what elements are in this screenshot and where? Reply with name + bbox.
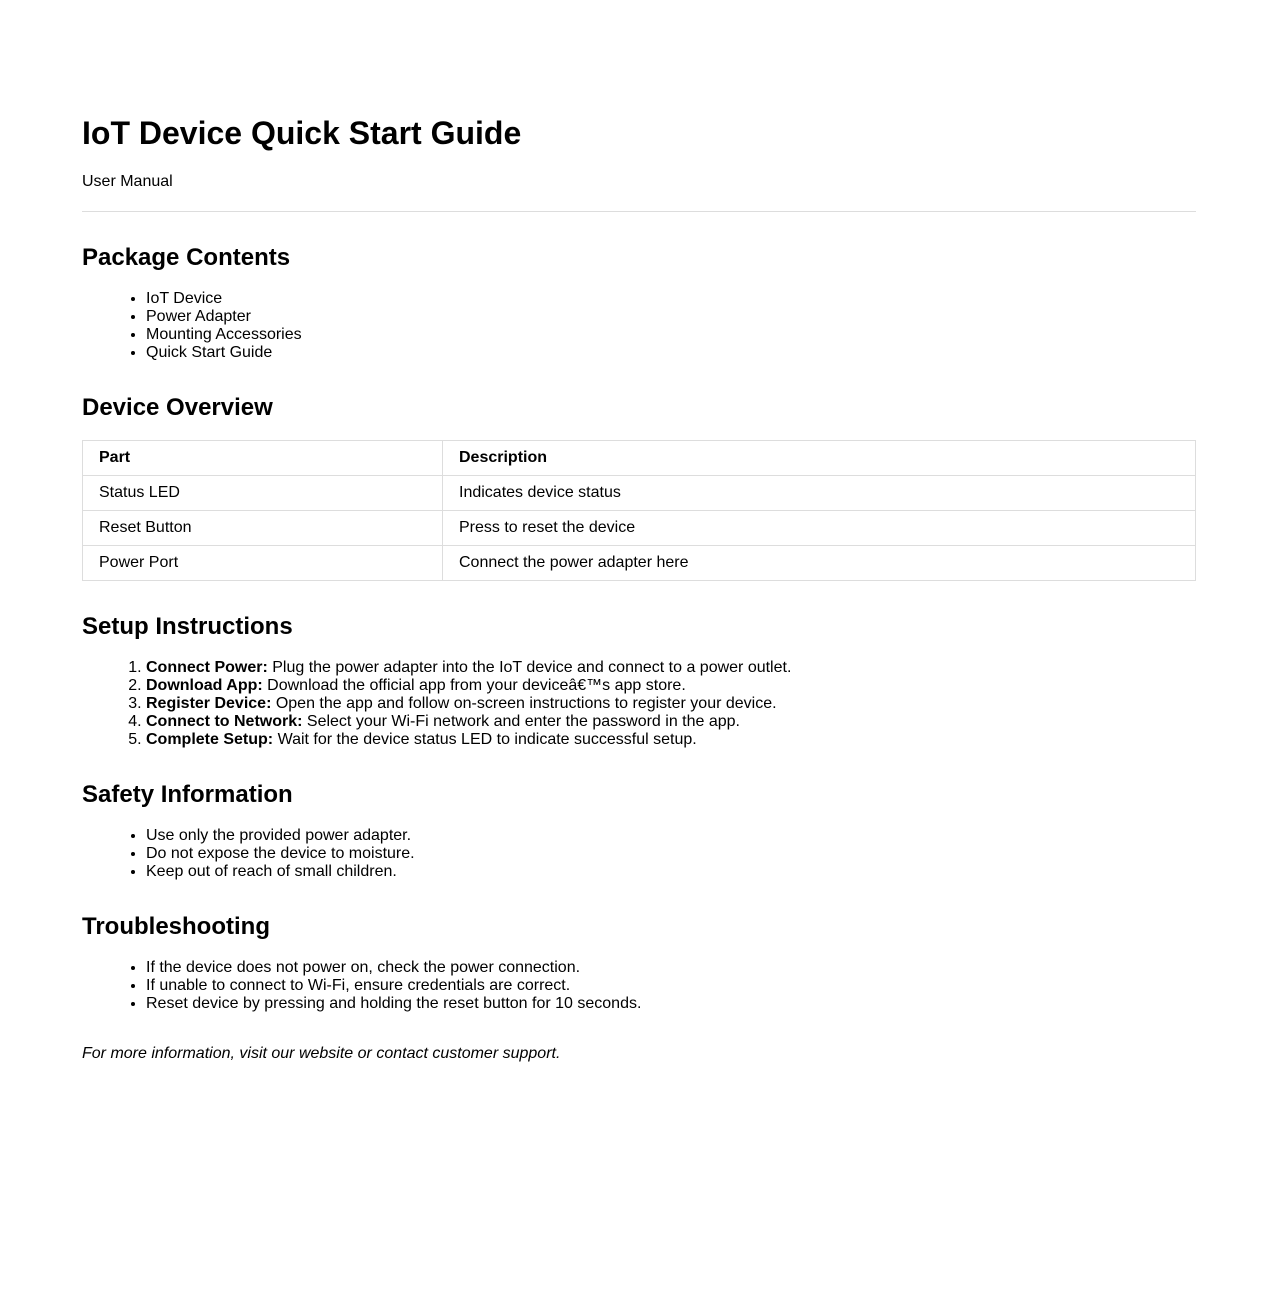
setup-step — [146, 713, 1196, 731]
setup-step — [146, 695, 1196, 713]
page-title: IoT Device Quick Start Guide — [82, 115, 522, 151]
page-subtitle: User Manual — [82, 173, 173, 190]
document-header — [82, 114, 1196, 212]
section-heading: Device Overview — [82, 394, 273, 421]
step-text: Plug the power adapter into the IoT device and connect to a power outlet. — [267, 659, 792, 676]
list-item: • Reset device by pressing and holding the reset button for 10 seconds. — [146, 995, 1196, 1013]
step-text: Wait for the device status LED to indicate successful setup. — [273, 731, 697, 748]
step-label: Download App: — [146, 677, 263, 694]
table-row — [83, 546, 1196, 581]
list-item: • If the device does not power on, check the power connection. — [146, 959, 1196, 977]
list-item: • If unable to connect to Wi-Fi, ensure credentials are correct. — [146, 977, 1196, 995]
step-label: Connect Power: — [146, 659, 268, 676]
footer-note: For more information, visit our website or contact customer support. — [82, 1045, 561, 1062]
column-header-description: Description — [443, 441, 1196, 476]
cell-description: Indicates device status — [443, 476, 1196, 511]
section-heading: Setup Instructions — [82, 613, 293, 640]
section-heading: Safety Information — [82, 781, 293, 808]
cell-description: Press to reset the device — [443, 511, 1196, 546]
list-item: • IoT Device — [146, 290, 1196, 308]
list-item: • Quick Start Guide — [146, 344, 1196, 362]
cell-description: Connect the power adapter here — [443, 546, 1196, 581]
setup-step — [146, 731, 1196, 749]
list-item: • Mounting Accessories — [146, 326, 1196, 344]
section-troubleshooting — [82, 913, 1196, 1013]
list-item: • Do not expose the device to moisture. — [146, 845, 1196, 863]
document-page — [0, 32, 1278, 1119]
troubleshooting-list — [82, 959, 1196, 1013]
device-overview-table — [82, 440, 1196, 581]
setup-step — [146, 677, 1196, 695]
section-setup-instructions — [82, 613, 1196, 749]
section-safety-information — [82, 781, 1196, 881]
setup-step — [146, 659, 1196, 677]
table-header-row — [83, 441, 1196, 476]
step-text: Select your Wi-Fi network and enter the password in the app. — [302, 713, 740, 730]
step-text: Download the official app from your deviceâ€™s app store. — [262, 677, 686, 694]
column-header-part: Part — [83, 441, 443, 476]
list-item: • Use only the provided power adapter. — [146, 827, 1196, 845]
step-label: Register Device: — [146, 695, 272, 712]
section-package-contents — [82, 244, 1196, 362]
package-contents-list — [82, 290, 1196, 362]
table-row — [83, 511, 1196, 546]
section-heading: Troubleshooting — [82, 913, 270, 940]
safety-list — [82, 827, 1196, 881]
section-heading: Package Contents — [82, 244, 291, 271]
list-item: • Keep out of reach of small children. — [146, 863, 1196, 881]
step-label: Complete Setup: — [146, 731, 274, 748]
step-label: Connect to Network: — [146, 713, 303, 730]
list-item: • Power Adapter — [146, 308, 1196, 326]
cell-part: Status LED — [83, 476, 443, 511]
cell-part: Power Port — [83, 546, 443, 581]
table-row — [83, 476, 1196, 511]
step-text: Open the app and follow on-screen instructions to register your device. — [271, 695, 777, 712]
setup-steps-list — [82, 659, 1196, 749]
cell-part: Reset Button — [83, 511, 443, 546]
section-device-overview — [82, 394, 1196, 581]
